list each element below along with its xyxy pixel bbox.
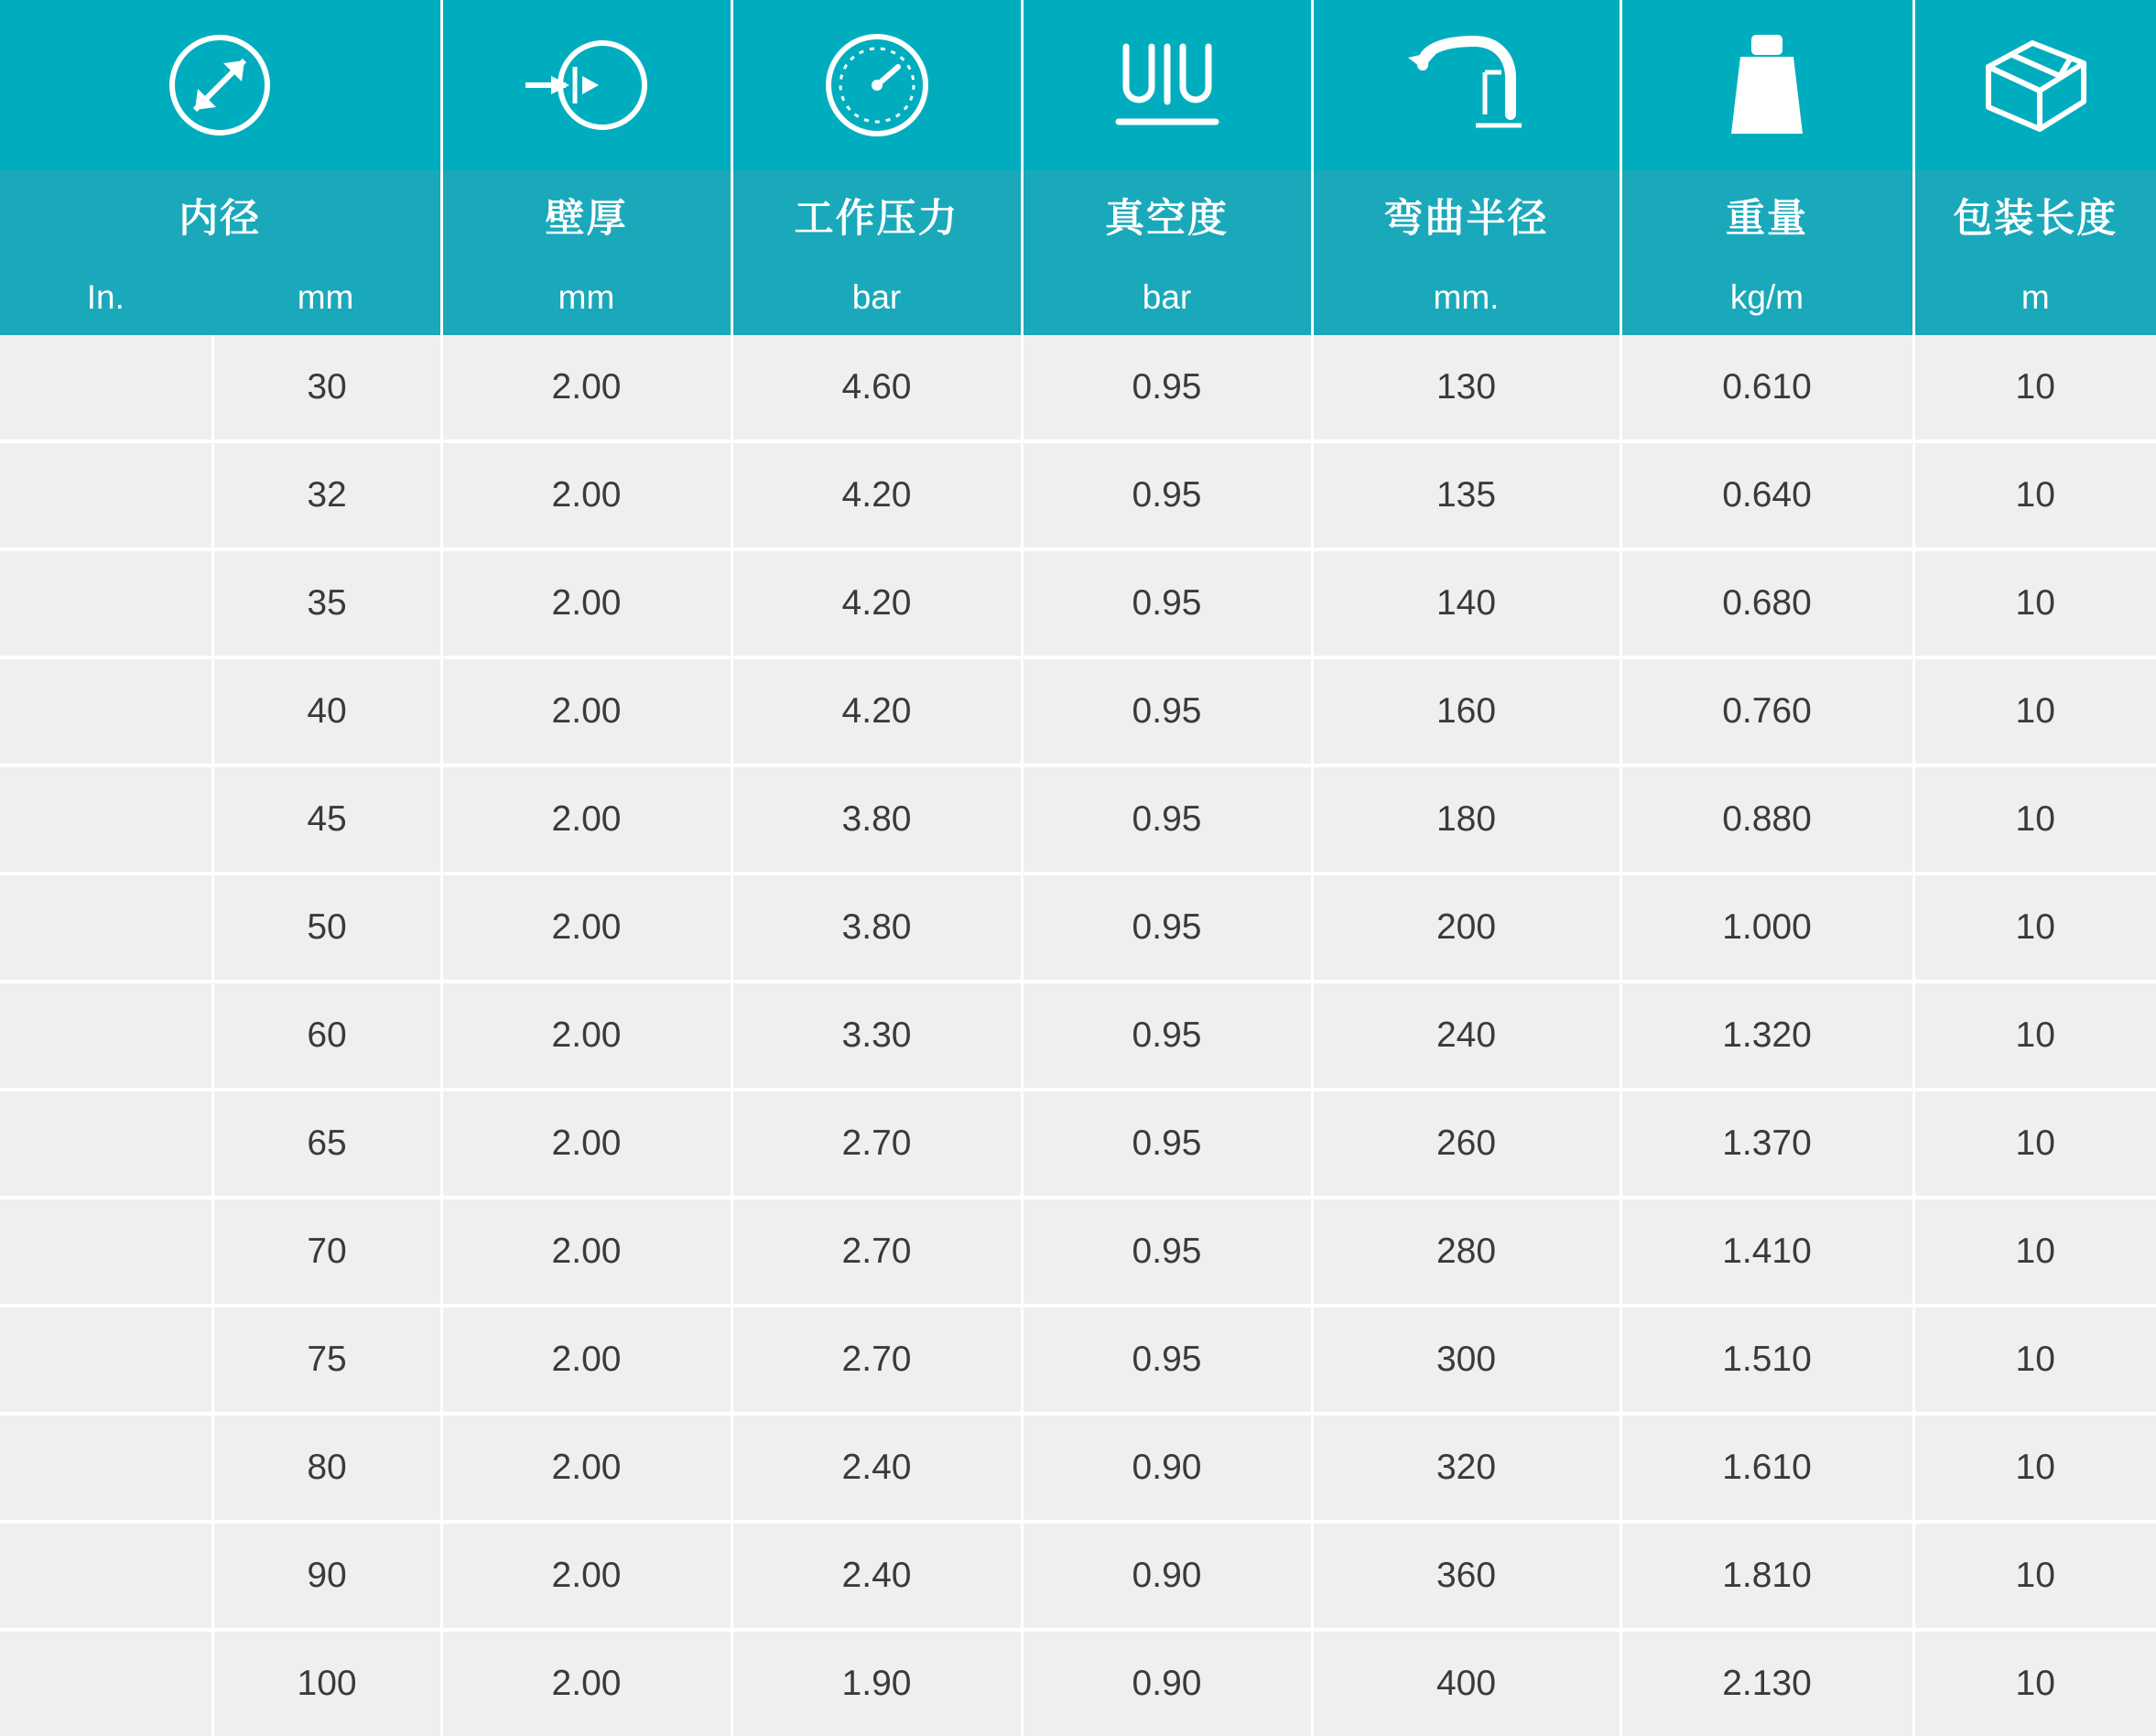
cell-inner-diameter	[0, 549, 441, 657]
cell-weight: 0.610	[1620, 335, 1913, 441]
header-icon-cell-vacuum	[1022, 0, 1312, 170]
cell-working-pressure: 4.20	[731, 657, 1022, 765]
cell-inner-diameter-inches	[0, 983, 214, 1088]
column-title-bend-radius: 弯曲半径	[1312, 170, 1620, 260]
cell-inner-diameter-mm: 65	[214, 1123, 440, 1164]
cell-bend-radius: 320	[1312, 1414, 1620, 1522]
cell-inner-diameter-inches	[0, 551, 214, 656]
column-unit-wall-thickness: mm	[441, 260, 731, 335]
cell-packing-length: 10	[1913, 1198, 2156, 1306]
table-row	[0, 1198, 2156, 1306]
cell-weight: 1.320	[1620, 982, 1913, 1090]
column-title-weight: 重量	[1620, 170, 1913, 260]
cell-inner-diameter	[0, 1090, 441, 1198]
cell-weight: 2.130	[1620, 1630, 1913, 1736]
cell-wall-thickness: 2.00	[441, 1414, 731, 1522]
header-icon-cell-weight	[1620, 0, 1913, 170]
cell-vacuum: 0.95	[1022, 1090, 1312, 1198]
header-icon-cell-working-pressure	[731, 0, 1022, 170]
cell-weight: 1.000	[1620, 873, 1913, 982]
cell-wall-thickness: 2.00	[441, 1198, 731, 1306]
cell-bend-radius: 300	[1312, 1306, 1620, 1414]
cell-packing-length: 10	[1913, 1090, 2156, 1198]
bend-radius-arrow-icon	[1314, 0, 1620, 170]
cell-inner-diameter-mm: 32	[214, 475, 440, 515]
cell-inner-diameter-mm: 50	[214, 907, 440, 948]
cell-working-pressure: 2.70	[731, 1090, 1022, 1198]
header-icon-cell-inner-diameter	[0, 0, 441, 170]
cell-inner-diameter-mm: 60	[214, 1015, 440, 1056]
cell-weight: 1.510	[1620, 1306, 1913, 1414]
table-row	[0, 441, 2156, 549]
cell-vacuum: 0.95	[1022, 982, 1312, 1090]
cell-weight: 1.370	[1620, 1090, 1913, 1198]
cell-weight: 0.680	[1620, 549, 1913, 657]
column-title-packing-length: 包装长度	[1913, 170, 2156, 260]
cell-inner-diameter-inches	[0, 875, 214, 980]
cell-inner-diameter-mm: 100	[214, 1664, 440, 1704]
cell-weight: 0.880	[1620, 765, 1913, 873]
cell-wall-thickness: 2.00	[441, 1522, 731, 1630]
cell-inner-diameter	[0, 335, 441, 441]
cell-inner-diameter-inches	[0, 335, 214, 439]
cell-bend-radius: 400	[1312, 1630, 1620, 1736]
cell-wall-thickness: 2.00	[441, 657, 731, 765]
cell-weight: 1.410	[1620, 1198, 1913, 1306]
table-row	[0, 765, 2156, 873]
column-unit-weight: kg/m	[1620, 260, 1913, 335]
column-unit-vacuum: bar	[1022, 260, 1312, 335]
cell-packing-length: 10	[1913, 1522, 2156, 1630]
column-unit-inner-diameter	[0, 260, 441, 335]
cell-bend-radius: 200	[1312, 873, 1620, 982]
cell-working-pressure: 3.80	[731, 765, 1022, 873]
cell-inner-diameter-inches	[0, 1199, 214, 1304]
cell-bend-radius: 260	[1312, 1090, 1620, 1198]
cell-inner-diameter-inches	[0, 443, 214, 548]
cell-vacuum: 0.95	[1022, 549, 1312, 657]
table-row	[0, 335, 2156, 441]
cell-inner-diameter-mm: 40	[214, 691, 440, 732]
cell-weight: 0.760	[1620, 657, 1913, 765]
cell-vacuum: 0.95	[1022, 1306, 1312, 1414]
cell-working-pressure: 4.20	[731, 549, 1022, 657]
cell-bend-radius: 140	[1312, 549, 1620, 657]
cell-inner-diameter-inches	[0, 1416, 214, 1520]
table-row	[0, 657, 2156, 765]
table-row	[0, 1414, 2156, 1522]
cell-inner-diameter	[0, 1522, 441, 1630]
cell-bend-radius: 280	[1312, 1198, 1620, 1306]
cell-packing-length: 10	[1913, 1630, 2156, 1736]
column-title-working-pressure: 工作压力	[731, 170, 1022, 260]
vacuum-suction-icon	[1024, 0, 1311, 170]
cell-bend-radius: 160	[1312, 657, 1620, 765]
table-row	[0, 549, 2156, 657]
cell-inner-diameter	[0, 441, 441, 549]
column-unit-bend-radius: mm.	[1312, 260, 1620, 335]
cell-wall-thickness: 2.00	[441, 1630, 731, 1736]
cell-packing-length: 10	[1913, 441, 2156, 549]
table-row	[0, 1522, 2156, 1630]
unit-header-row	[0, 260, 2156, 335]
cell-packing-length: 10	[1913, 335, 2156, 441]
cell-vacuum: 0.95	[1022, 765, 1312, 873]
column-unit-working-pressure: bar	[731, 260, 1022, 335]
diameter-arrow-circle-icon	[0, 0, 440, 170]
cell-weight: 0.640	[1620, 441, 1913, 549]
cell-bend-radius: 130	[1312, 335, 1620, 441]
pressure-gauge-icon	[733, 0, 1021, 170]
cell-vacuum: 0.90	[1022, 1630, 1312, 1736]
cell-wall-thickness: 2.00	[441, 982, 731, 1090]
cell-wall-thickness: 2.00	[441, 549, 731, 657]
cell-inner-diameter-mm: 35	[214, 583, 440, 624]
table-row	[0, 873, 2156, 982]
cell-packing-length: 10	[1913, 765, 2156, 873]
cell-inner-diameter	[0, 982, 441, 1090]
cell-packing-length: 10	[1913, 1414, 2156, 1522]
title-header-row	[0, 170, 2156, 260]
cell-working-pressure: 2.70	[731, 1198, 1022, 1306]
cell-working-pressure: 2.40	[731, 1522, 1022, 1630]
column-title-wall-thickness: 壁厚	[441, 170, 731, 260]
cell-packing-length: 10	[1913, 657, 2156, 765]
cell-vacuum: 0.95	[1022, 657, 1312, 765]
cell-inner-diameter-inches	[0, 1524, 214, 1628]
cell-inner-diameter-mm: 30	[214, 367, 440, 407]
cell-inner-diameter	[0, 765, 441, 873]
cell-inner-diameter-mm: 90	[214, 1556, 440, 1596]
header-icon-cell-packing-length	[1913, 0, 2156, 170]
cell-vacuum: 0.90	[1022, 1522, 1312, 1630]
cell-bend-radius: 240	[1312, 982, 1620, 1090]
cell-vacuum: 0.95	[1022, 335, 1312, 441]
cell-weight: 1.610	[1620, 1414, 1913, 1522]
cell-weight: 1.810	[1620, 1522, 1913, 1630]
cell-inner-diameter-inches	[0, 1307, 214, 1412]
table-row	[0, 1630, 2156, 1736]
cell-wall-thickness: 2.00	[441, 335, 731, 441]
cell-bend-radius: 135	[1312, 441, 1620, 549]
cell-packing-length: 10	[1913, 873, 2156, 982]
cell-packing-length: 10	[1913, 549, 2156, 657]
cell-working-pressure: 3.30	[731, 982, 1022, 1090]
cell-inner-diameter-inches	[0, 1632, 214, 1736]
table-row	[0, 982, 2156, 1090]
cell-vacuum: 0.95	[1022, 1198, 1312, 1306]
cell-working-pressure: 2.70	[731, 1306, 1022, 1414]
cell-inner-diameter-inches	[0, 767, 214, 872]
cell-inner-diameter	[0, 873, 441, 982]
column-unit-packing-length: m	[1913, 260, 2156, 335]
wall-thickness-circle-icon	[443, 0, 731, 170]
column-title-inner-diameter: 内径	[0, 170, 441, 260]
cell-wall-thickness: 2.00	[441, 1306, 731, 1414]
column-unit-inner-diameter-inches: In.	[0, 278, 211, 317]
cell-vacuum: 0.90	[1022, 1414, 1312, 1522]
cell-wall-thickness: 2.00	[441, 441, 731, 549]
cell-wall-thickness: 2.00	[441, 873, 731, 982]
cell-working-pressure: 4.60	[731, 335, 1022, 441]
icon-header-row	[0, 0, 2156, 170]
cell-inner-diameter-mm: 75	[214, 1340, 440, 1380]
table-row	[0, 1306, 2156, 1414]
cell-vacuum: 0.95	[1022, 441, 1312, 549]
cell-working-pressure: 3.80	[731, 873, 1022, 982]
column-unit-inner-diameter-mm: mm	[211, 278, 440, 317]
cell-bend-radius: 180	[1312, 765, 1620, 873]
cell-inner-diameter	[0, 1198, 441, 1306]
cell-inner-diameter-inches	[0, 1091, 214, 1196]
cell-wall-thickness: 2.00	[441, 1090, 731, 1198]
cell-bend-radius: 360	[1312, 1522, 1620, 1630]
cell-packing-length: 10	[1913, 982, 2156, 1090]
cell-working-pressure: 1.90	[731, 1630, 1022, 1736]
cell-wall-thickness: 2.00	[441, 765, 731, 873]
cell-inner-diameter	[0, 1630, 441, 1736]
table-row	[0, 1090, 2156, 1198]
column-title-vacuum: 真空度	[1022, 170, 1312, 260]
weight-kettlebell-icon	[1622, 0, 1912, 170]
cell-working-pressure: 2.40	[731, 1414, 1022, 1522]
cell-inner-diameter-mm: 80	[214, 1448, 440, 1488]
header-icon-cell-wall-thickness	[441, 0, 731, 170]
cell-vacuum: 0.95	[1022, 873, 1312, 982]
cell-inner-diameter-inches	[0, 659, 214, 764]
package-box-icon	[1915, 0, 2156, 170]
cell-inner-diameter	[0, 657, 441, 765]
header-icon-cell-bend-radius	[1312, 0, 1620, 170]
cell-inner-diameter-mm: 45	[214, 799, 440, 840]
cell-packing-length: 10	[1913, 1306, 2156, 1414]
cell-inner-diameter	[0, 1414, 441, 1522]
cell-inner-diameter-mm: 70	[214, 1231, 440, 1272]
cell-working-pressure: 4.20	[731, 441, 1022, 549]
cell-inner-diameter	[0, 1306, 441, 1414]
